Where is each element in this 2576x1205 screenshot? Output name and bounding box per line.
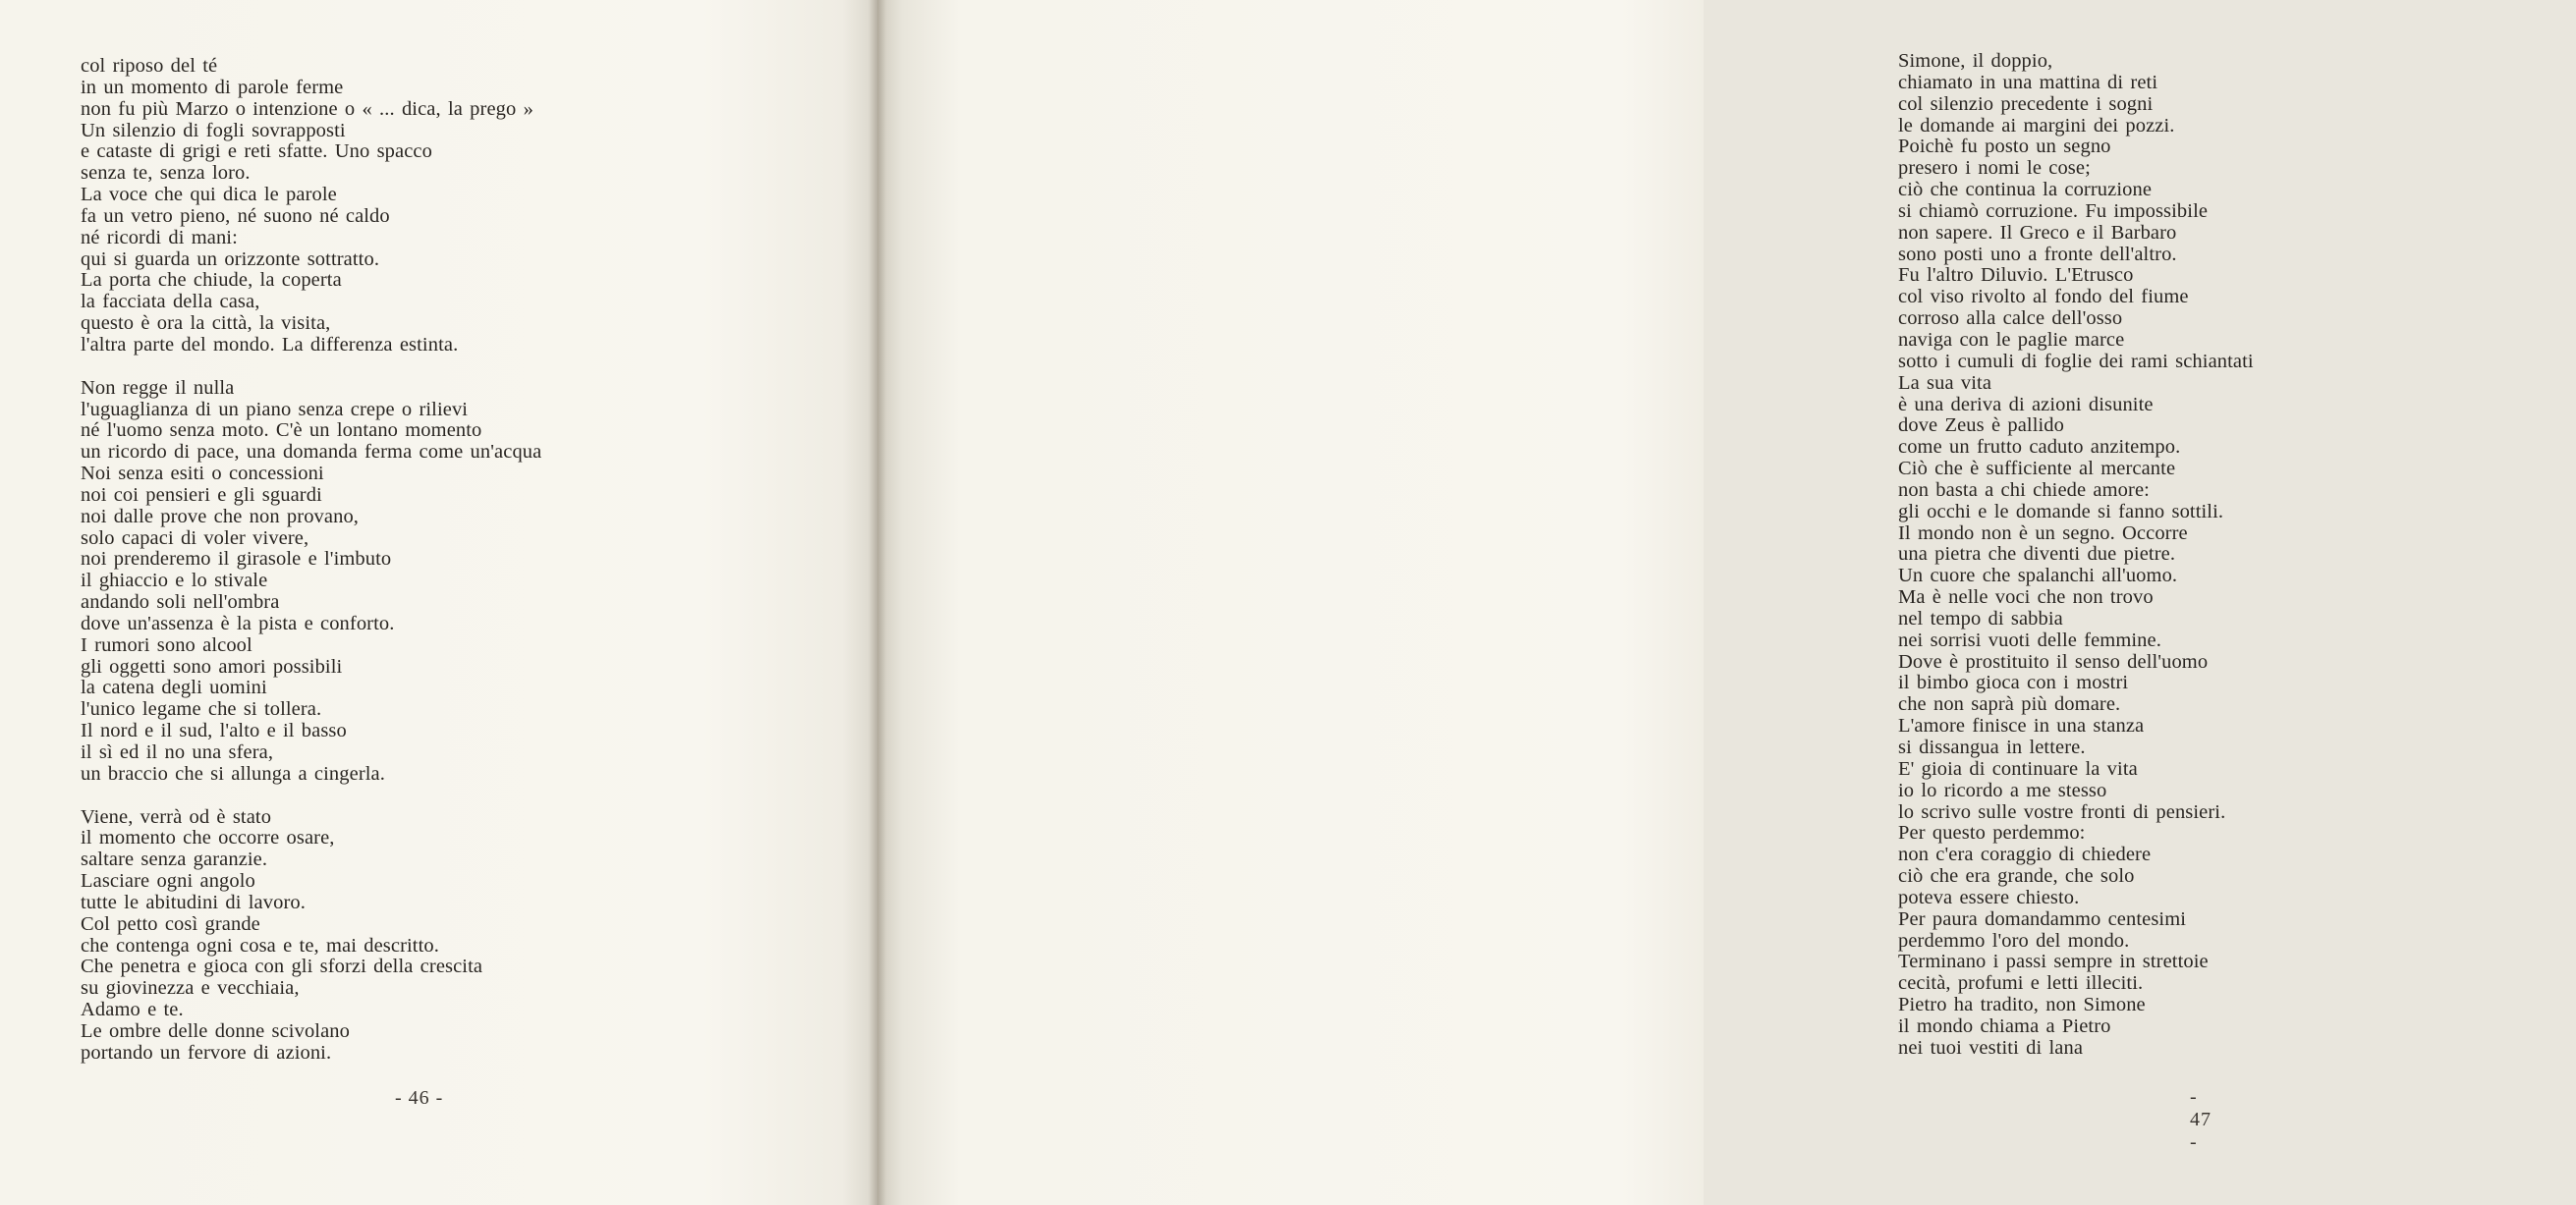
poem-line: noi prenderemo il girasole e l'imbuto [81,548,392,571]
poem-line: non c'era coraggio di chiedere [1898,844,2152,866]
right-page-number: - 47 - [2190,1086,2212,1153]
poem-line: La voce che qui dica le parole [81,184,337,206]
poem-line: ciò che continua la corruzione [1898,179,2153,201]
poem-line: La sua vita [1898,371,1992,394]
poem-line: dove Zeus è pallido [1898,414,2065,437]
poem-line: andando soli nell'ombra [81,591,280,614]
poem-line: come un frutto caduto anzitempo. [1898,436,2181,459]
poem-line: l'uguaglianza di un piano senza crepe o rilievi [81,398,469,420]
poem-line: noi dalle prove che non provano, [81,505,360,527]
poem-line: Dove è prostituito il senso dell'uomo [1898,650,2209,673]
poem-line: Adamo e te. [81,999,184,1021]
poem-line: il momento che occorre osare, [81,827,335,849]
poem-line: poteva essere chiesto. [1898,886,2080,908]
poem-line: L'amore finisce in una stanza [1898,715,2145,738]
poem-line: Un silenzio di fogli sovrapposti [81,119,346,141]
poem-line: che contenga ogni cosa e te, mai descritto. [81,934,439,957]
poem-line: non sapere. Il Greco e il Barbaro [1898,221,2177,244]
left-page-poem [81,56,857,1065]
poem-line: l'unico legame che si tollera. [81,698,322,721]
poem-line: corroso alla calce dell'osso [1898,307,2123,330]
poem-line: col riposo del té [81,55,218,77]
poem-line: cecità, profumi e letti illeciti. [1898,972,2144,995]
poem-line: chiamato in una mattina di reti [1898,71,2158,93]
poem-line: nel tempo di sabbia [1898,607,2063,630]
poem-line: perdemmo l'oro del mondo. [1898,929,2130,952]
poem-line: il mondo chiama a Pietro [1898,1014,2111,1037]
poem-line: una pietra che diventi due pietre. [1898,543,2176,566]
poem-line: non basta a chi chiede amore: [1898,478,2150,501]
poem-line: il sì ed il no una sfera, [81,741,274,763]
poem-line: un braccio che si allunga a cingerla. [81,762,385,785]
poem-line: Pietro ha tradito, non Simone [1898,994,2146,1016]
poem-line: ciò che era grande, che solo [1898,865,2135,888]
poem-line: un ricordo di pace, una domanda ferma come un'acqua [81,441,542,464]
poem-line: naviga con le paglie marce [1898,328,2125,351]
poem-line: Il mondo non è un segno. Occorre [1898,521,2188,544]
poem-line: Per paura domandammo centesimi [1898,907,2187,930]
poem-line: Terminano i passi sempre in strettoie [1898,951,2209,973]
poem-line: nei sorrisi vuoti delle femmine. [1898,629,2161,651]
poem-line: presero i nomi le cose; [1898,157,2091,180]
poem-line: Non regge il nulla [81,376,235,399]
poem-line: gli oggetti sono amori possibili [81,655,343,678]
poem-line: sono posti uno a fronte dell'altro. [1898,243,2177,265]
poem-line: si dissangua in lettere. [1898,737,2086,758]
left-page-number: - 46 - [395,1087,444,1109]
poem-line: noi coi pensieri e gli sguardi [81,483,322,506]
poem-line: su giovinezza e vecchiaia, [81,977,300,1000]
poem-line: Simone, il doppio, [1898,50,2053,72]
poem-line: senza te, senza loro. [81,162,251,185]
poem-line: Per questo perdemmo: [1898,822,2086,845]
poem-line: E' gioia di continuare la vita [1898,757,2138,780]
poem-line: La porta che chiude, la coperta [81,269,342,292]
poem-line: Che penetra e gioca con gli sforzi della crescita [81,956,483,978]
poem-line: l'altra parte del mondo. La differenza estinta. [81,333,459,356]
poem-line: né ricordi di mani: [81,226,238,248]
poem-line: io lo ricordo a me stesso [1898,779,2107,801]
poem-line: e cataste di grigi e reti sfatte. Uno spacco [81,140,432,163]
poem-line: Col petto così grande [81,912,260,935]
book-gutter [868,0,886,1205]
poem-line: I rumori sono alcool [81,633,252,656]
poem-line: Lasciare ogni angolo [81,870,255,893]
stanza-break [81,356,857,378]
right-page [877,0,2254,1205]
poem-line: tutte le abitudini di lavoro. [81,891,306,913]
poem-line: Un cuore che spalanchi all'uomo. [1898,565,2178,587]
poem-line: sotto i cumuli di foglie dei rami schiantati [1898,350,2254,372]
poem-line: Il nord e il sud, l'alto e il basso [81,720,347,742]
poem-line: lo scrivo sulle vostre fronti di pensieri. [1898,800,2226,823]
poem-line: Noi senza esiti o concessioni [81,463,324,485]
poem-line: nei tuoi vestiti di lana [1898,1036,2084,1059]
poem-line: né l'uomo senza moto. C'è un lontano momento [81,419,482,442]
poem-line: solo capaci di voler vivere, [81,526,309,549]
poem-line: si chiamò corruzione. Fu impossibile [1898,199,2209,222]
poem-line: è una deriva di azioni disunite [1898,393,2154,415]
poem-line: Le ombre delle donne scivolano [81,1019,350,1042]
left-page [0,0,877,1205]
poem-line: le domande ai margini dei pozzi. [1898,114,2175,137]
poem-line: Ciò che è sufficiente al mercante [1898,458,2176,480]
poem-line: che non saprà più domare. [1898,693,2121,716]
poem-line: la facciata della casa, [81,291,260,313]
poem-line: col silenzio precedente i sogni [1898,92,2154,115]
poem-line: Ma è nelle voci che non trovo [1898,586,2154,609]
poem-line: fa un vetro pieno, né suono né caldo [81,204,390,227]
poem-line: dove un'assenza è la pista e conforto. [81,612,395,634]
poem-line: portando un fervore di azioni. [81,1041,332,1064]
poem-line: la catena degli uomini [81,677,267,699]
poem-line: non fu più Marzo o intenzione o « ... dica, la prego » [81,97,533,120]
poem-line: qui si guarda un orizzonte sottratto. [81,247,380,270]
poem-line: saltare senza garanzie. [81,849,268,871]
poem-line: gli occhi e le domande si fanno sottili. [1898,500,2224,522]
poem-line: Poichè fu posto un segno [1898,136,2111,158]
poem-line: in un momento di parole ferme [81,76,344,98]
poem-line: Fu l'altro Diluvio. L'Etrusco [1898,264,2134,287]
poem-line: col viso rivolto al fondo del fiume [1898,286,2189,308]
right-page-poem [1898,51,2576,1060]
stanza-break [81,786,857,807]
poem-line: Viene, verrà od è stato [81,805,272,828]
poem-line: questo è ora la città, la visita, [81,312,331,335]
poem-line: il ghiaccio e lo stivale [81,570,268,592]
poem-line: il bimbo gioca con i mostri [1898,672,2129,694]
